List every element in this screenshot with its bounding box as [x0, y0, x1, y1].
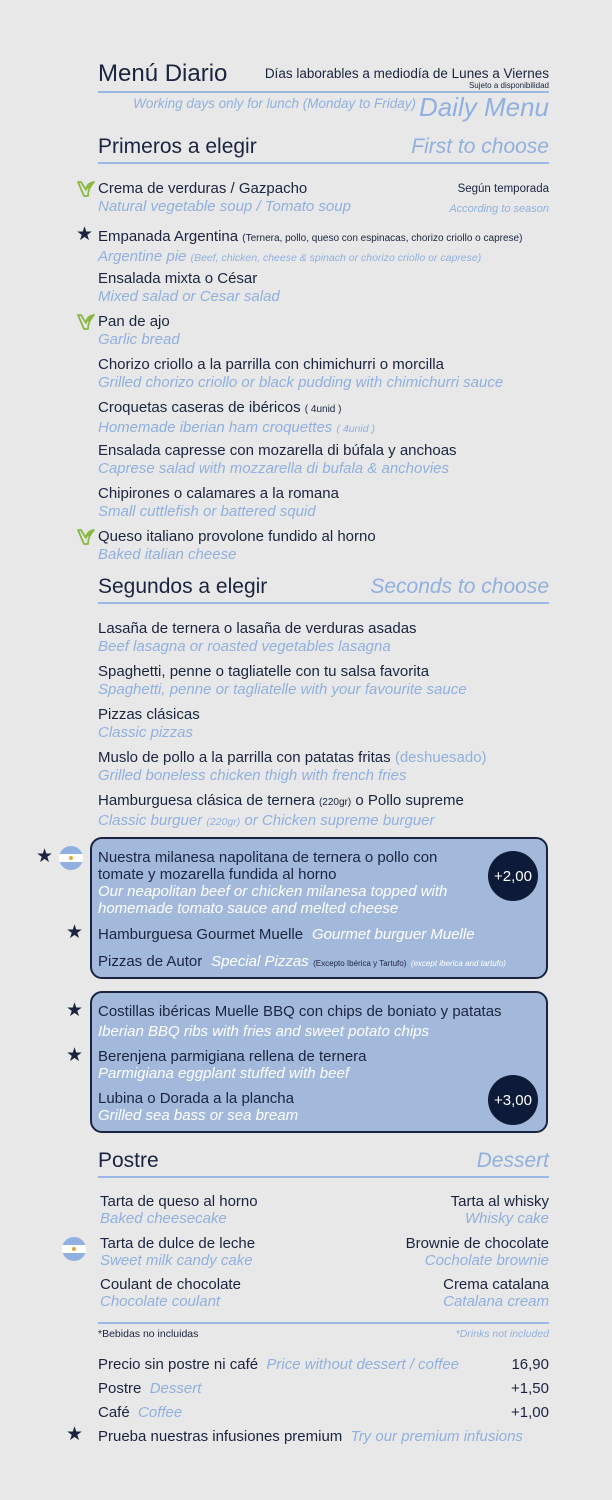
drinks-note: *Bebidas no incluidas — [98, 1328, 199, 1340]
item-name-en: Catalana cream — [443, 1293, 549, 1310]
item-name: Lubina o Dorada a la plancha — [98, 1090, 294, 1107]
item-name-line1: Nuestra milanesa napolitana de ternera o pollo con — [98, 849, 438, 866]
item-name: Tarta al whisky — [450, 1193, 549, 1210]
menu-days-en: Working days only for lunch (Monday to Friday) — [133, 96, 416, 111]
section-title: Primeros a elegir — [98, 135, 257, 158]
item-name-en: Chocolate coulant — [100, 1293, 221, 1310]
item-name-en: Argentine pie — [98, 248, 187, 265]
item-name: Berenjena parmigiana rellena de ternera — [98, 1048, 367, 1065]
item-name-en: Classic pizzas — [98, 724, 194, 741]
section-header-seconds — [98, 570, 549, 604]
item-name-en: Mixed salad or Cesar salad — [98, 288, 280, 305]
section-title: Postre — [98, 1149, 159, 1172]
item-name: Tarta de dulce de leche — [100, 1235, 256, 1252]
item-name-en: Caprese salad with mozzarella di bufala & anchovies — [98, 460, 450, 477]
footer-divider — [98, 1322, 549, 1324]
item-name: Muslo de pollo a la parrilla con patatas fritas — [98, 749, 391, 766]
item-name-en: Homemade iberian ham croquettes — [98, 419, 333, 436]
item-name: Coulant de chocolate — [100, 1276, 241, 1293]
price-label-en: Coffee — [138, 1404, 183, 1421]
section-header-firsts — [98, 130, 549, 164]
list-item — [98, 228, 549, 267]
list-item — [98, 485, 549, 520]
item-name-en: Small cuttlefish or battered squid — [98, 503, 316, 520]
list-item — [98, 926, 475, 944]
star-icon: ★ — [66, 1000, 84, 1021]
list-item — [98, 442, 549, 477]
list-item — [98, 270, 549, 305]
list-item — [98, 663, 549, 698]
item-note-en: ( 4unid ) — [336, 423, 375, 435]
dessert-item — [100, 1276, 241, 1310]
menu-days: Días laborables a mediodía de Lunes a Viernes — [264, 66, 549, 81]
price-label: Postre — [98, 1380, 142, 1397]
list-item — [98, 356, 549, 391]
item-name-en: Classic burguer — [98, 812, 203, 829]
item-name: Hamburguesa Gourmet Muelle — [98, 926, 304, 943]
item-name-en: Special Pizzas — [211, 953, 309, 970]
list-item — [98, 792, 549, 831]
item-name-en: Garlic bread — [98, 331, 180, 348]
dessert-item — [100, 1193, 258, 1227]
item-name: Chipirones o calamares a la romana — [98, 485, 339, 502]
list-item — [98, 528, 549, 563]
item-name: Empanada Argentina — [98, 228, 239, 245]
item-name-alt: o Pollo supreme — [355, 792, 464, 809]
price-value: +1,00 — [511, 1404, 549, 1421]
item-name-alt-en: or Chicken supreme burguer — [244, 812, 435, 829]
section-title-en: First to choose — [411, 135, 549, 158]
item-name-en: Grilled boneless chicken thigh with french fries — [98, 767, 407, 784]
price-supplement-badge: +2,00 — [488, 851, 538, 901]
price-label-en: Price without dessert / coffee — [266, 1356, 460, 1373]
item-name-en: Grilled sea bass or sea bream — [98, 1107, 299, 1124]
item-name: Pizzas de Autor — [98, 953, 203, 970]
item-name: Brownie de chocolate — [405, 1235, 549, 1252]
item-note-en: (220gr) — [206, 816, 241, 828]
item-note: (deshuesado) — [394, 749, 487, 766]
item-name: Pizzas clásicas — [98, 706, 200, 723]
section-title: Segundos a elegir — [98, 575, 268, 598]
dessert-item — [443, 1276, 549, 1310]
item-name: Croquetas caseras de ibéricos — [98, 399, 301, 416]
item-name-en: Parmigiana eggplant stuffed with beef — [98, 1065, 349, 1082]
section-title-en: Seconds to choose — [370, 575, 549, 598]
price-supplement-badge: +3,00 — [488, 1075, 538, 1125]
star-icon: ★ — [76, 224, 94, 245]
price-label: Prueba nuestras infusiones premium — [98, 1428, 343, 1445]
list-item — [98, 1048, 367, 1082]
item-name: Queso italiano provolone fundido al horno — [98, 528, 376, 545]
item-name: Crema catalana — [443, 1276, 549, 1293]
vegan-leaf-icon — [76, 527, 96, 547]
drinks-note-en: *Drinks not included — [455, 1328, 549, 1340]
item-note: (220gr) — [318, 797, 352, 808]
menu-title-en: Daily Menu — [418, 92, 549, 122]
price-label: Café — [98, 1404, 130, 1421]
price-row — [98, 1404, 549, 1424]
item-name-en: Sweet milk candy cake — [100, 1252, 253, 1269]
price-label-en: Dessert — [149, 1380, 202, 1397]
list-item — [98, 849, 447, 917]
vegan-leaf-icon — [76, 312, 96, 332]
item-name-en: Spaghetti, penne or tagliatelle with your favourite sauce — [98, 681, 467, 698]
dessert-item — [100, 1235, 255, 1269]
list-item — [98, 180, 549, 215]
item-name-en: Natural vegetable soup / Tomato soup — [98, 198, 351, 215]
item-name: Pan de ajo — [98, 313, 170, 330]
item-name-en: Iberian BBQ ribs with fries and sweet potato chips — [98, 1023, 429, 1040]
dessert-item — [406, 1235, 549, 1269]
menu-title: Menú Diario — [98, 60, 228, 87]
item-name-en: Cocholate brownie — [424, 1252, 549, 1269]
item-name-en: Whisky cake — [464, 1210, 549, 1227]
item-name: Chorizo criollo a la parrilla con chimichurri o morcilla — [98, 356, 444, 373]
item-season: Según temporada — [457, 183, 549, 195]
item-name: Tarta de queso al horno — [100, 1193, 258, 1210]
list-item — [98, 1090, 298, 1124]
item-note: (Excepto Ibérica y Tartufo) — [313, 959, 407, 968]
item-name-en: Beef lasagna or roasted vegetables lasagna — [98, 638, 391, 655]
premium-box-1 — [90, 837, 548, 979]
item-note: ( 4unid ) — [304, 404, 342, 415]
item-name-en: Baked cheesecake — [100, 1210, 227, 1227]
price-label: Precio sin postre ni café — [98, 1356, 259, 1373]
dessert-item — [451, 1193, 549, 1227]
item-name-en-line2: homemade tomato sauce and melted cheese — [98, 900, 399, 917]
list-item — [98, 749, 549, 784]
section-header-dessert — [98, 1144, 549, 1178]
item-name: Lasaña de ternera o lasaña de verduras asadas — [98, 620, 417, 637]
item-name-en-line1: Our neapolitan beef or chicken milanesa topped with — [98, 883, 448, 900]
price-row — [98, 1428, 549, 1448]
item-name: Crema de verduras / Gazpacho — [98, 180, 308, 197]
argentina-flag-icon — [62, 1237, 86, 1261]
star-icon: ★ — [66, 922, 84, 943]
argentina-flag-icon — [59, 846, 83, 870]
item-name-en: Gourmet burguer Muelle — [311, 926, 475, 943]
list-item — [98, 399, 549, 438]
item-name: Hamburguesa clásica de ternera — [98, 792, 315, 809]
price-row — [98, 1356, 549, 1376]
star-icon: ★ — [66, 1045, 84, 1066]
list-item — [98, 706, 549, 741]
premium-box-2 — [90, 991, 548, 1133]
item-name-en: Grilled chorizo criollo or black pudding with chimichurri sauce — [98, 374, 504, 391]
item-name-line2: tomate y mozarella fundida al horno — [98, 866, 337, 883]
price-value: 16,90 — [511, 1356, 549, 1373]
star-icon: ★ — [66, 1424, 84, 1445]
item-name: Ensalada mixta o César — [98, 270, 258, 287]
item-name: Spaghetti, penne o tagliatelle con tu salsa favorita — [98, 663, 430, 680]
list-item — [98, 1003, 502, 1040]
price-row — [98, 1380, 549, 1400]
menu-subject-note: Sujeto a disponibilidad — [468, 81, 549, 90]
list-item — [98, 953, 506, 972]
star-icon: ★ — [36, 846, 54, 867]
item-name: Costillas ibéricas Muelle BBQ con chips de boniato y patatas — [98, 1003, 502, 1020]
item-name-en: Baked italian cheese — [98, 546, 237, 563]
item-name: Ensalada capresse con mozarella di búfala y anchoas — [98, 442, 457, 459]
price-value: +1,50 — [511, 1380, 549, 1397]
item-note-en: (except iberica and tartufo) — [410, 959, 506, 968]
item-season-en: According to season — [449, 203, 549, 215]
list-item — [98, 313, 549, 348]
item-note-en: (Beef, chicken, cheese & spinach or chorizo criollo or caprese) — [190, 252, 482, 264]
section-title-en: Dessert — [476, 1149, 549, 1172]
price-label-en: Try our premium infusions — [350, 1428, 523, 1445]
list-item — [98, 620, 549, 655]
vegan-leaf-icon — [76, 179, 96, 199]
item-note: (Ternera, pollo, queso con espinacas, chorizo criollo o caprese) — [242, 233, 523, 244]
